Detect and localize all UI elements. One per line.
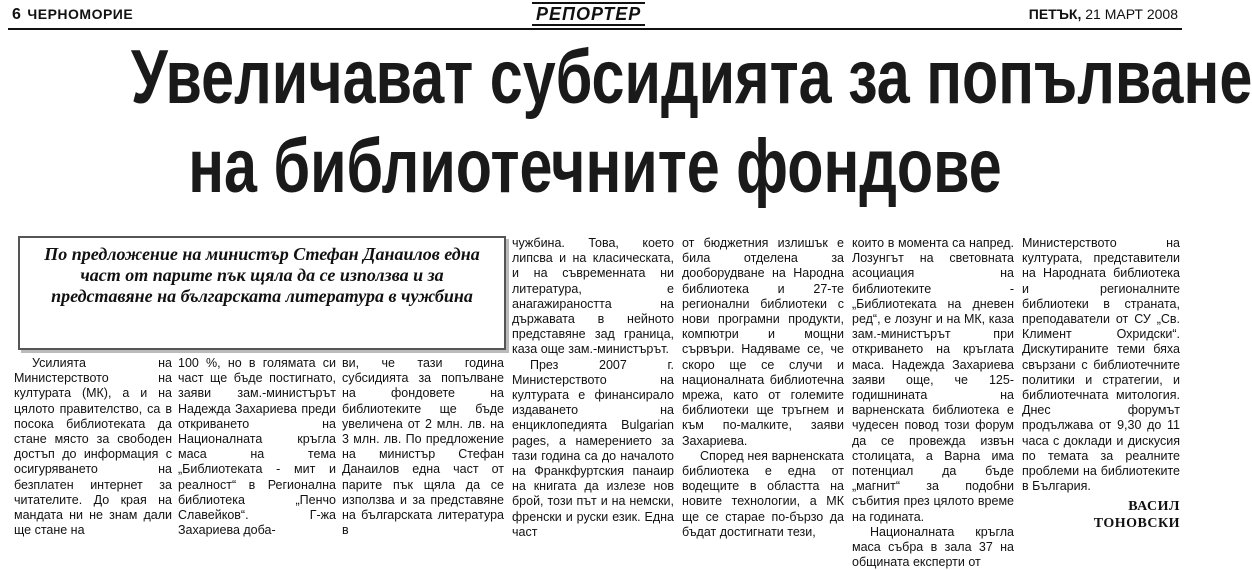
paragraph: от бюджетния излишък е била отделена за дооборудване на Народна библиотека и 27-те регионални библиотеки с нови програмни продукти, компютри и мощни сървъри. Надяваме се, че скоро ще се случи и националната библиотечна мрежа, като от големите библиотеки ще тръгнем и към по-малките, заяви Захариева. [682, 236, 844, 448]
issue-date [1029, 6, 1178, 22]
lead-box [18, 236, 506, 350]
author-last-name: ТОНОВСКИ [1093, 516, 1180, 531]
article-column-7 [1022, 236, 1180, 494]
paragraph: чужбина. Това, което липсва и на класическата, и на съвременната ни литература, е анагажираността на държавата в нейното представяне зад граница, каза още зам.-министърът. [512, 236, 674, 357]
paragraph: Министерството на културата, представители на Народната библиотека и регионалните библиотеки в страната, преподаватели от СУ „Св. Климент Охридски“. Дискутираните теми бяха свързани с библиотечните политики и стратегии, и библиотечната митология. Днес форумът продължава от 9,30 до 11 часа с доклади и дискусия по темата за реалните проблеми на библиотеките в България. [1022, 236, 1180, 494]
author-first-name: ВАСИЛ [1128, 499, 1180, 514]
article-column-1 [14, 356, 172, 536]
article-column-5 [682, 236, 844, 539]
article-column-3 [342, 356, 504, 536]
page-section-label [12, 6, 133, 24]
paragraph: които в момента са напред. Лозунгът на световната асоциация на библиотеките - „Библиотеката на дневен ред“, е лозунг и на МК, каза зам.-министърът при откриването на кръглата маса. Надежда Захариева заяви още, че 125-годишнината на варненската библиотека е чудесен повод този форум да се провежда извън столицата, а Варна има потенциал да бъде „магнит“ за подобни събития през цялото време на годината. [852, 236, 1014, 524]
page-number: 6 [12, 6, 22, 23]
paragraph: Националната кръгла маса събра в зала 37 на общината експерти от [852, 524, 1014, 570]
article-column-6 [852, 236, 1014, 570]
page-header [0, 0, 1190, 28]
article-column-4 [512, 236, 674, 539]
paragraph: ви, че тази година субсидията за попълване на фондовете на библиотеките ще бъде увеличена от 2 млн. лв. на 3 млн. лв. По предложение на министър Стефан Данаилов една част от парите пък щяла да се използва и за представяне на българската литература в [342, 356, 504, 538]
rubric-label: РЕПОРТЕР [532, 2, 645, 26]
article-headline [0, 34, 1252, 212]
headline-line-2: на библиотечните фондове [188, 124, 1002, 209]
weekday: ПЕТЪК, [1028, 6, 1082, 22]
paragraph: През 2007 г. Министерството на културата е финансирало издаването на енциклопедията Bulgarian pages, а намерението за тази година са до началото на Франкфуртския панаир на книгата да излезе нов брой, този път и на немски, френски и руски език. Една част [512, 357, 674, 539]
paragraph: Според нея варненската библиотека е една от водещите в областта на новите технологии, а МК ще се старае по-бързо да бъдат достигнати тези, [682, 448, 844, 539]
headline-line-1: Увеличават субсидията за попълване [130, 35, 1252, 120]
paragraph: 100 %, но в голямата си част ще бъде постигнато, заяви зам.-министърът Надежда Захариева преди откриването на Националната кръгла маса на тема „Библиотеката - мит и реалност“ в Регионална библиотека „Пенчо Славейков“. Г-жа Захариева доба- [178, 356, 336, 538]
header-rule [8, 28, 1182, 30]
section-name: ЧЕРНОМОРИЕ [27, 6, 134, 22]
paragraph: Усилията на Министерството на културата (МК), а и на цялото правителство, са в посока библиотеката да стане място за свободен достъп до информация с осигуряването на безплатен интернет за читателите. До края на мандата ни не знам дали ще стане на [14, 356, 172, 538]
article-column-2 [178, 356, 336, 536]
author-byline [1080, 498, 1180, 532]
date: 21 МАРТ 2008 [1085, 6, 1178, 22]
lead-text: По предложение на министър Стефан Данаилов една част от парите пък щяла да се използва и за представяне на българската литература в чужбина [44, 244, 480, 306]
